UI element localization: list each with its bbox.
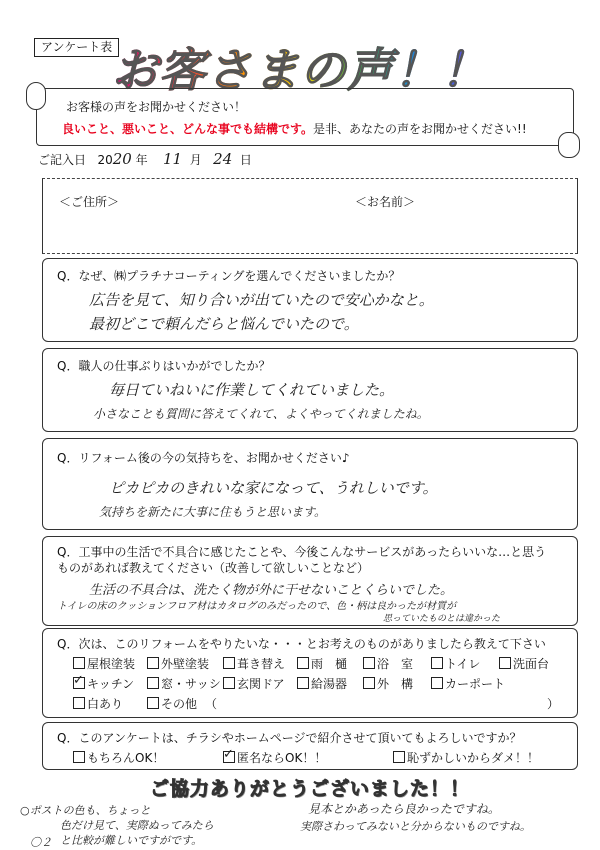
- checkbox-icon[interactable]: [363, 677, 375, 689]
- year-label: 年: [135, 153, 148, 167]
- q3-answer-2[interactable]: 気持ちを新たに大事に住もうと思います。: [99, 505, 327, 519]
- option-ok[interactable]: もちろんOK！: [73, 749, 164, 766]
- option-wall-paint[interactable]: 外壁塗装: [147, 655, 209, 672]
- name-label: ＜お名前＞: [355, 195, 416, 209]
- option-anonymous-ok[interactable]: ✓ 匿名ならOK！！: [223, 749, 326, 766]
- q2-answer-1[interactable]: 毎日ていねいに作業してくれていました。: [109, 381, 395, 399]
- q2-question: Q．職人の仕事ぶりはいかがでしたか？: [57, 359, 271, 373]
- option-gutter[interactable]: 雨 樋: [297, 655, 347, 672]
- checkbox-icon[interactable]: [147, 677, 159, 689]
- option-exterior[interactable]: 外 構: [363, 675, 413, 692]
- checkbox-icon[interactable]: [363, 657, 375, 669]
- intro-line-1: お客様の声をお聞かせください！: [66, 100, 247, 114]
- q4-answer-1[interactable]: 生活の不具合は、洗たく物が外に干せないことくらいでした。: [89, 583, 454, 598]
- q2-answer-2[interactable]: 小さなことも質問に答えてくれて、よくやってくれましたね。: [93, 407, 429, 421]
- note-left-2: 色だけ見て、実際ぬってみたら: [60, 819, 214, 832]
- q4-answer-2[interactable]: トイレの床のクッションフロア材はカタログのみだったので、色・柄は良かったが材質が: [57, 601, 457, 612]
- option-toilet[interactable]: トイレ: [431, 655, 480, 672]
- option-entrance-door[interactable]: 玄関ドア: [223, 675, 285, 692]
- address-label: ＜ご住所＞: [59, 195, 120, 209]
- q4-box: [42, 536, 578, 626]
- address-box: [42, 178, 578, 254]
- checkbox-icon[interactable]: [73, 657, 85, 669]
- checkbox-icon[interactable]: [297, 657, 309, 669]
- note-right-2: 実際さわってみないと分からないものですね。: [300, 820, 531, 833]
- option-termite[interactable]: 白あり: [73, 695, 123, 712]
- q5-box: [42, 628, 578, 718]
- scroll-curl-right: [558, 132, 580, 158]
- note-right-1: 見本とかあったら良かったですね。: [308, 802, 500, 816]
- checkbox-icon[interactable]: [297, 677, 309, 689]
- thanks-message: ご協力ありがとうございました！！: [150, 778, 471, 800]
- q5-question: Q．次は、このリフォームをやりたいな・・・とお考えのものがありましたら教えて下さい: [57, 637, 546, 651]
- month-label: 月: [189, 153, 202, 167]
- day-label: 日: [239, 153, 252, 167]
- option-kitchen[interactable]: ✓キッチン: [73, 675, 134, 692]
- note-left-3: と比較が難しいですがです。: [60, 834, 203, 847]
- intro-line-2: [62, 120, 527, 137]
- intro-emphasis: 良いこと、悪いこと、どんな事でも結構です。: [62, 122, 314, 136]
- scroll-curl-left: [26, 82, 46, 110]
- q6-question: Q．このアンケートは、チラシやホームページで紹介させて頂いてもよろしいですか？: [57, 731, 522, 745]
- month-value[interactable]: 11: [162, 150, 183, 168]
- checkbox-icon[interactable]: [223, 677, 235, 689]
- q6-box: [42, 722, 578, 770]
- checkbox-icon[interactable]: [223, 657, 235, 669]
- q3-question: Q．リフォーム後の今の気持ちを、お聞かせください♪: [57, 451, 350, 465]
- note-left-1: ○ポストの色も、ちょっと: [20, 804, 151, 817]
- option-carport[interactable]: カーポート: [431, 675, 505, 692]
- checkbox-icon[interactable]: [73, 751, 85, 763]
- checkbox-checked-icon[interactable]: [73, 677, 85, 689]
- checkbox-icon[interactable]: [431, 657, 443, 669]
- q2-box: [42, 348, 578, 432]
- option-window-sash[interactable]: 窓・サッシ: [147, 675, 221, 692]
- q4-question-2: ものがあれば教えてください（改善して欲しいことなど）: [57, 561, 370, 575]
- intro-rest: 是非、あなたの声をお聞かせください!!: [313, 122, 527, 136]
- day-value[interactable]: 24: [213, 150, 233, 168]
- option-roof-paint[interactable]: 屋根塗装: [73, 655, 135, 672]
- option-reroofing[interactable]: 葺き替え: [223, 655, 285, 672]
- q3-box: [42, 438, 578, 530]
- page-title: お客さまの声！！: [112, 34, 488, 100]
- option-no[interactable]: 恥ずかしいからダメ！！: [393, 749, 539, 766]
- q1-box: [42, 258, 578, 342]
- q1-question: Q．なぜ、㈱プラチナコーティングを選んでくださいましたか？: [57, 269, 401, 283]
- option-other[interactable]: その他: [147, 695, 197, 712]
- checkbox-icon[interactable]: [147, 697, 159, 709]
- q3-answer-1[interactable]: ピカピカのきれいな家になって、うれしいです。: [109, 479, 438, 497]
- year-value[interactable]: 20: [112, 150, 132, 168]
- checkbox-icon[interactable]: [431, 677, 443, 689]
- intro-scroll: [36, 88, 574, 146]
- entry-date: [38, 150, 252, 168]
- other-paren-open: （: [205, 697, 218, 711]
- q4-answer-3[interactable]: 思っていたものとは違かった: [383, 614, 501, 624]
- option-washbasin[interactable]: 洗面台: [499, 655, 549, 672]
- checkbox-icon[interactable]: [393, 751, 405, 763]
- note-left-4: 〇２: [30, 836, 52, 849]
- checkbox-icon[interactable]: [147, 657, 159, 669]
- other-paren-close: ）: [547, 697, 560, 711]
- checkbox-checked-icon[interactable]: [223, 751, 235, 763]
- option-water-heater[interactable]: 給湯器: [297, 675, 347, 692]
- year-prefix: 20: [97, 153, 113, 167]
- q1-answer-2[interactable]: 最初どこで頼んだらと悩んでいたので。: [89, 315, 359, 333]
- option-bathroom[interactable]: 浴 室: [363, 655, 413, 672]
- checkbox-icon[interactable]: [499, 657, 511, 669]
- survey-tag: アンケート表: [34, 38, 119, 57]
- date-label: ご記入日: [38, 153, 87, 167]
- q4-question-1: Q．工事中の生活で不具合に感じたことや、今後こんなサービスがあったらいいな…と思う: [57, 545, 547, 559]
- q1-answer-1[interactable]: 広告を見て、知り合いが出ていたので安心かなと。: [89, 291, 434, 309]
- checkbox-icon[interactable]: [73, 697, 85, 709]
